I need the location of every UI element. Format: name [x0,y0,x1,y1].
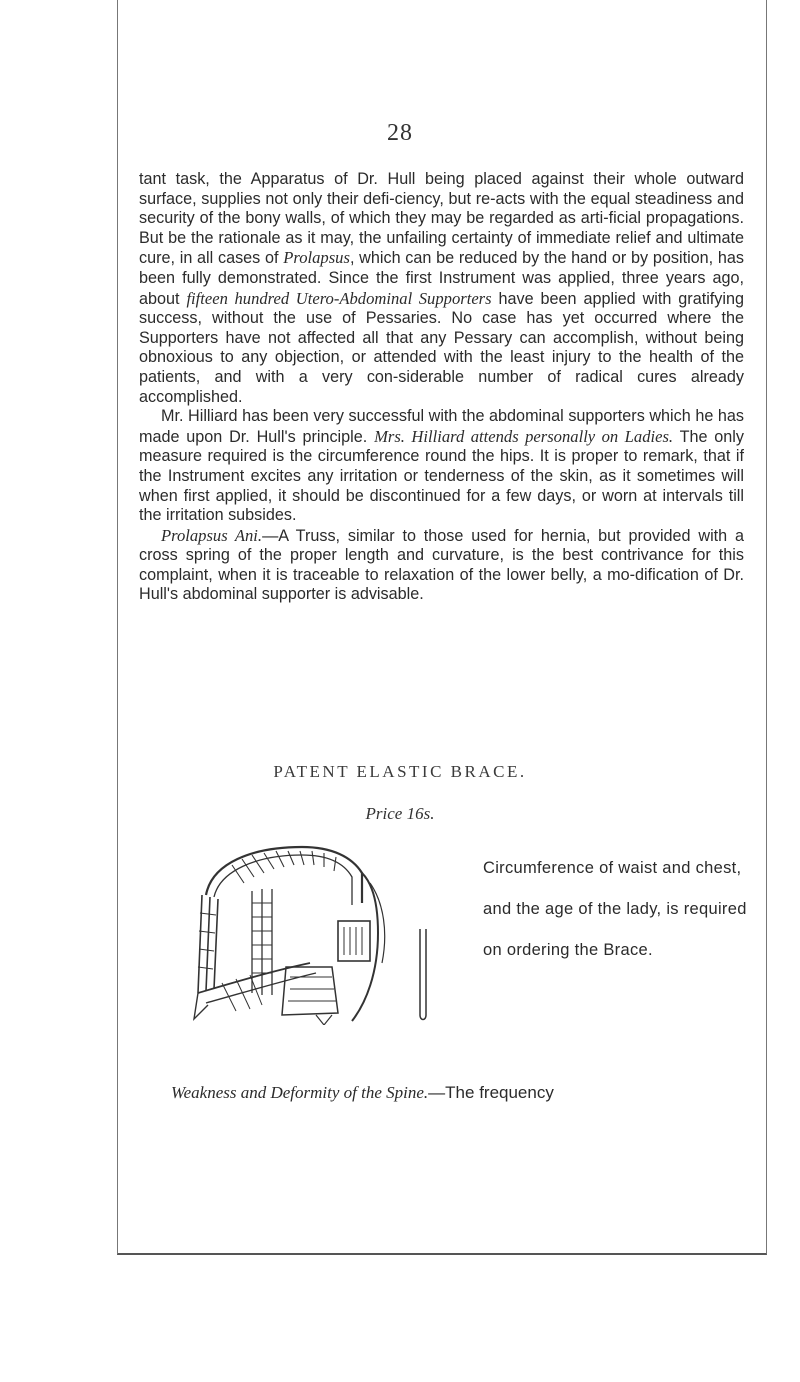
page-number: 28 [387,120,413,146]
paragraph-prolapsus: tant task, the Apparatus of Dr. Hull being placed against their whole outward surface, supplies not only their defi-ciency, but re-acts with the equal steadiness and security of the bony walls, of which they may be regarded as arti-ficial propagations. But be the rationale as it may, the unfailing certainty of immediate relief and ultimate cure, in all cases of Prolapsus, which can be reduced by the hand or by position, has been fully demonstrated. Since the first Instrument was applied, three years ago, about fifteen hundred Utero-Abdominal Supporters have been applied with gratifying success, without the use of Pessaries. No case has yet occurred where the Supporters have not affected all that any Pessary can accomplish, without being obnoxious to any objection, or attended with the least injury to the health of the patients, and with a very con-siderable number of radical cures already accomplished. [139,170,745,406]
brace-note: Circumference of waist and chest, and the age of the lady, is required on ordering the Brace. [483,859,747,959]
brace-price: Price 16s. [365,804,435,823]
brace-illustration [192,843,432,1025]
paragraph-prolapsus-ani: Prolapsus Ani.—A Truss, similar to those used for hernia, but provided with a cross spring of the proper length and curvature, is the best contrivance for this complaint, when it is traceable to relaxation of the lower belly, a mo-dification of Dr. Hull's abdominal supporter is advisable. [139,525,744,604]
term-prolapsus: Prolapsus [283,248,350,268]
emphasis-supporters: fifteen hundred Utero-Abdominal Supporters [186,288,492,308]
section-title-spine: Weakness and Deformity of the Spine. [171,1083,429,1102]
closing-line: Weakness and Deformity of the Spine.—The frequency [171,1083,554,1102]
body-text [139,170,744,605]
brace-heading: PATENT ELASTIC BRACE. [273,762,527,781]
paragraph-hilliard: Mr. Hilliard has been very successful with the abdominal supporters which he has made upon Dr. Hull's principle. Mrs. Hilliard attends personally on Ladies. The only measure required is the circumference round the hips. It is proper to remark, that if the Instrument excites any irritation or tenderness of the skin, as it sometimes will when first applied, it should be discontinued for a few days, or worn at intervals till the irritation subsides. [139,407,744,525]
emphasis-ladies: Mrs. Hilliard attends personally on Ladies. [374,426,674,446]
term-prolapsus-ani: Prolapsus Ani. [161,525,263,545]
